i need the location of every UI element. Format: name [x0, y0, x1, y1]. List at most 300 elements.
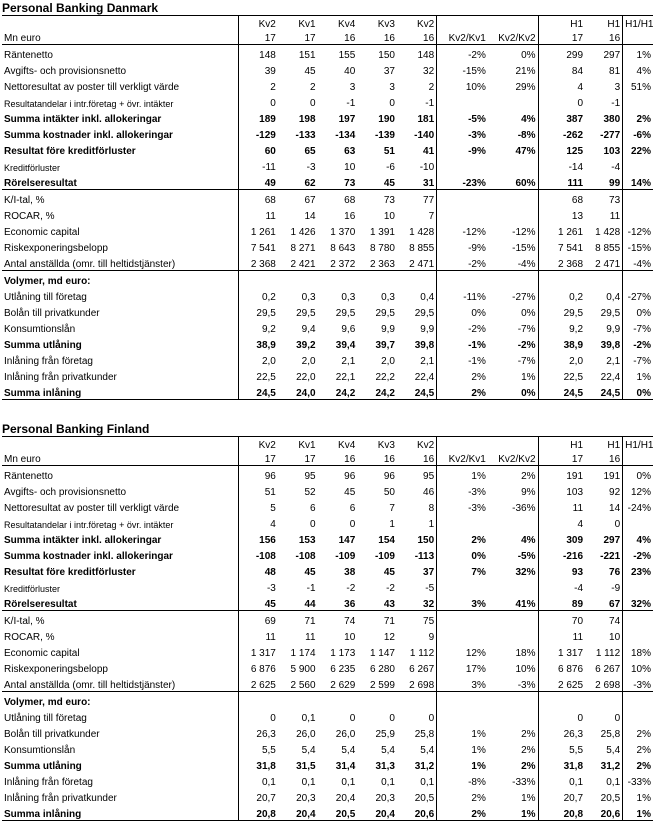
value-cell: 31,8	[238, 756, 278, 772]
value-cell: 45	[344, 487, 356, 498]
table-row	[2, 659, 653, 675]
change-cell: 12%	[623, 482, 653, 498]
row-label: K/I-tal, %	[2, 611, 238, 628]
value-cell: -4	[611, 162, 621, 173]
value-cell: 69	[238, 611, 278, 628]
value-cell: 45	[383, 178, 395, 189]
value-cell: 68	[318, 190, 358, 207]
spacer-cell	[538, 611, 546, 628]
change-cell: -1%	[437, 335, 488, 351]
value-cell: 191	[603, 471, 621, 482]
change-cell: 0%	[623, 466, 653, 483]
spacer-cell	[538, 482, 546, 498]
change-cell: -12%	[437, 222, 488, 238]
row-label: Summa utlåning	[4, 761, 82, 772]
header-cell: 17	[278, 30, 318, 45]
value-cell: 95	[304, 471, 316, 482]
value-cell: 24,5	[600, 388, 621, 399]
value-cell: 2	[428, 82, 435, 93]
value-cell: 62	[304, 178, 316, 189]
change-cell: 18%	[623, 643, 653, 659]
value-cell: -139	[374, 130, 395, 141]
value-cell: 45	[383, 567, 395, 578]
change-cell: 4%	[623, 530, 653, 546]
value-cell: 0	[349, 713, 356, 724]
table-row	[2, 254, 653, 271]
row-label: Economic capital	[4, 227, 80, 238]
value-cell: 37	[383, 66, 395, 77]
value-cell: -1	[346, 98, 356, 109]
change-cell: -8%	[437, 772, 488, 788]
spacer-cell	[538, 788, 546, 804]
value-cell: 20,4	[335, 793, 356, 804]
value-cell: 6 876	[238, 659, 278, 675]
value-cell: 7 541	[238, 238, 278, 254]
spacer-cell	[538, 367, 546, 383]
value-cell: 147	[338, 535, 356, 546]
header-cell: 16	[318, 451, 358, 466]
change-cell: -3%	[517, 680, 536, 691]
header-cell	[2, 16, 238, 31]
value-cell: -109	[335, 551, 356, 562]
value-cell: 20,3	[375, 793, 395, 804]
value-cell: 20,4	[375, 809, 395, 820]
header-cell: Kv2	[416, 440, 435, 451]
header-cell	[623, 451, 653, 466]
spacer-cell	[538, 77, 546, 93]
change-cell: -15%	[512, 243, 536, 254]
value-cell: 22,2	[375, 372, 395, 383]
value-cell: 22,1	[335, 372, 356, 383]
change-cell	[437, 271, 488, 288]
change-cell: 2%	[623, 756, 653, 772]
change-cell	[437, 206, 488, 222]
row-label: Summa kostnader inkl. allokeringar	[4, 130, 173, 141]
value-cell: 2,1	[606, 356, 621, 367]
value-cell: 0,4	[420, 292, 435, 303]
value-cell: -108	[295, 551, 316, 562]
change-cell: -33%	[512, 777, 536, 788]
change-cell: 14%	[623, 173, 653, 190]
value-cell: 10	[383, 211, 395, 222]
table-row	[2, 466, 653, 483]
value-cell: 0,4	[606, 292, 621, 303]
value-cell: 153	[298, 535, 316, 546]
value-cell: 0,1	[341, 777, 356, 788]
financial-table	[2, 436, 653, 821]
value-cell: 2 421	[290, 259, 316, 270]
value-cell	[278, 692, 318, 709]
table-row	[2, 141, 653, 157]
value-cell: 92	[609, 487, 621, 498]
table-row	[2, 77, 653, 93]
table-row	[2, 482, 653, 498]
value-cell: 2 368	[558, 259, 584, 270]
value-cell: 0	[428, 713, 435, 724]
spacer-cell	[538, 466, 546, 483]
table-row	[2, 611, 653, 628]
value-cell: 0	[349, 519, 356, 530]
value-cell: 0	[238, 93, 278, 109]
value-cell: 51	[383, 146, 395, 157]
value-cell: -216	[563, 551, 584, 562]
change-cell: 23%	[623, 562, 653, 578]
header-cell	[437, 16, 488, 31]
change-cell: 2%	[623, 109, 653, 125]
table-row	[2, 238, 653, 254]
change-cell: -1%	[437, 351, 488, 367]
table-row	[2, 594, 653, 611]
change-cell: -2%	[623, 335, 653, 351]
value-cell: 9,6	[341, 324, 356, 335]
change-cell	[488, 692, 538, 709]
change-cell: 7%	[437, 562, 488, 578]
value-cell: -133	[295, 130, 316, 141]
value-cell: 5,4	[381, 745, 395, 756]
header-cell: Kv3	[377, 19, 395, 30]
header-cell: 17	[546, 451, 585, 466]
value-cell: 89	[571, 599, 584, 610]
header-cell: 16	[585, 30, 623, 45]
header-cell: 17	[238, 451, 278, 466]
spacer-cell	[538, 125, 546, 141]
value-cell: 29,5	[414, 308, 435, 319]
value-cell: 73	[344, 178, 356, 189]
value-cell: 46	[423, 487, 435, 498]
value-cell	[238, 692, 278, 709]
value-cell: 0,1	[301, 777, 316, 788]
value-cell: 41	[423, 146, 435, 157]
change-cell: -27%	[512, 292, 536, 303]
value-cell: 22,5	[238, 367, 278, 383]
change-cell	[488, 514, 538, 530]
section-title: Personal Banking Finland	[2, 422, 150, 436]
value-cell: 1 428	[409, 227, 435, 238]
value-cell: 8 780	[369, 243, 395, 254]
value-cell: 6 876	[558, 664, 584, 675]
value-cell: -9	[611, 583, 621, 594]
value-cell: 31,4	[335, 761, 356, 772]
value-cell	[357, 271, 397, 288]
value-cell: 3	[389, 82, 395, 93]
value-cell: 7	[428, 211, 435, 222]
change-cell	[623, 271, 653, 288]
row-label: Summa intäkter inkl. allokeringar	[4, 114, 162, 125]
change-cell: -36%	[512, 503, 536, 514]
value-cell: 1 261	[558, 227, 584, 238]
section-personal-banking-danmark	[2, 1, 653, 400]
spacer-cell	[538, 16, 546, 31]
value-cell: 12	[383, 632, 395, 643]
change-cell	[623, 578, 653, 594]
change-cell: 22%	[623, 141, 653, 157]
change-cell: -8%	[517, 130, 536, 141]
spacer-cell	[538, 206, 546, 222]
value-cell: 9,9	[420, 324, 435, 335]
change-cell	[623, 611, 653, 628]
table-row	[2, 675, 653, 692]
row-label: Kreditförluster	[4, 584, 61, 594]
change-cell	[488, 708, 538, 724]
change-cell: 21%	[515, 66, 536, 77]
spacer-cell	[538, 675, 546, 692]
value-cell: 1 370	[330, 227, 356, 238]
value-cell: -277	[600, 130, 621, 141]
spacer-cell	[538, 351, 546, 367]
value-cell: -1	[611, 98, 621, 109]
spacer-cell	[538, 287, 546, 303]
value-cell: 24,0	[296, 388, 316, 399]
value-cell: 75	[397, 611, 437, 628]
change-cell	[488, 206, 538, 222]
value-cell: -2	[386, 583, 395, 594]
value-cell: 5,4	[301, 745, 316, 756]
value-cell: 11	[609, 211, 621, 222]
value-cell: 8 855	[409, 243, 435, 254]
value-cell: 5	[238, 498, 278, 514]
spacer-cell	[538, 93, 546, 109]
change-cell: -2%	[437, 45, 488, 62]
table-body	[2, 437, 653, 821]
value-cell: 29,5	[563, 308, 584, 319]
value-cell: 45	[238, 594, 278, 611]
value-cell: 5,4	[606, 745, 621, 756]
change-cell: 32%	[623, 594, 653, 611]
change-cell: -3%	[437, 498, 488, 514]
value-cell: 52	[304, 487, 316, 498]
spacer-cell	[538, 530, 546, 546]
value-cell: 8 271	[290, 243, 316, 254]
header-cell	[437, 437, 488, 452]
value-cell: 6	[349, 503, 356, 514]
value-cell: 29,5	[375, 308, 395, 319]
value-cell: 309	[566, 535, 584, 546]
spacer-cell	[538, 190, 546, 207]
value-cell: 2,0	[569, 356, 584, 367]
header-row-period	[2, 437, 653, 452]
value-cell: 387	[566, 114, 584, 125]
header-cell: Kv4	[338, 19, 356, 30]
value-cell	[585, 692, 623, 709]
value-cell: 43	[383, 599, 395, 610]
value-cell: 73	[585, 190, 623, 207]
value-cell: 10	[609, 632, 621, 643]
value-cell: 103	[603, 146, 621, 157]
value-cell: 1 147	[369, 648, 395, 659]
value-cell: 48	[238, 562, 278, 578]
spacer-cell	[538, 45, 546, 62]
value-cell: 4	[577, 519, 584, 530]
value-cell: 151	[298, 50, 316, 61]
change-cell: 10%	[623, 659, 653, 675]
header-cell: Kv4	[338, 440, 356, 451]
value-cell: 9,9	[381, 324, 395, 335]
value-cell: 0,1	[301, 713, 316, 724]
spacer-cell	[538, 141, 546, 157]
spacer-cell	[538, 546, 546, 562]
value-cell: -1	[306, 583, 316, 594]
value-cell: 150	[378, 50, 395, 61]
header-cell: Mn euro	[2, 451, 238, 466]
value-cell: 39,7	[375, 340, 395, 351]
value-cell: 0,3	[301, 292, 316, 303]
row-label: Utlåning till företag	[4, 713, 87, 724]
value-cell: 2,0	[301, 356, 316, 367]
change-cell: -5%	[517, 551, 536, 562]
table-row	[2, 351, 653, 367]
value-cell: 29,5	[335, 308, 356, 319]
value-cell: 2 471	[409, 259, 435, 270]
row-label: Summa intäkter inkl. allokeringar	[4, 535, 162, 546]
table-row	[2, 125, 653, 141]
value-cell: 5,4	[341, 745, 356, 756]
value-cell: 0,3	[381, 292, 395, 303]
change-cell: 1%	[521, 809, 536, 820]
value-cell: 2 372	[330, 259, 356, 270]
change-cell: 1%	[623, 788, 653, 804]
change-cell: 10%	[515, 664, 536, 675]
value-cell: -1	[425, 98, 435, 109]
header-cell: Kv2/Kv1	[437, 30, 488, 45]
change-cell: 1%	[437, 466, 488, 483]
value-cell: 22,4	[600, 372, 621, 383]
header-row-year	[2, 451, 653, 466]
value-cell: 29,5	[600, 308, 621, 319]
value-cell: 39,8	[600, 340, 621, 351]
value-cell: 50	[383, 487, 395, 498]
change-cell	[488, 190, 538, 207]
value-cell: 2,1	[420, 356, 435, 367]
header-cell	[488, 437, 538, 452]
header-cell: 16	[397, 451, 437, 466]
value-cell: 0,3	[341, 292, 356, 303]
spacer-cell	[538, 335, 546, 351]
value-cell: 2 368	[238, 254, 278, 271]
change-cell: 2%	[521, 471, 536, 482]
value-cell: 0	[614, 519, 621, 530]
value-cell: 31	[423, 178, 435, 189]
value-cell: 24,2	[335, 388, 356, 399]
table-row	[2, 708, 653, 724]
change-cell: -12%	[512, 227, 536, 238]
table-row	[2, 546, 653, 562]
value-cell: 6 235	[330, 664, 356, 675]
change-cell: -5%	[437, 109, 488, 125]
change-cell: 0%	[521, 50, 536, 61]
value-cell: 20,7	[563, 793, 584, 804]
value-cell: 148	[238, 45, 278, 62]
spacer-cell	[538, 708, 546, 724]
value-cell: 2,0	[238, 351, 278, 367]
change-cell	[437, 708, 488, 724]
spacer-cell	[538, 319, 546, 335]
change-cell: 4%	[521, 114, 536, 125]
change-cell: 1%	[521, 793, 536, 804]
value-cell: 0	[310, 519, 316, 530]
change-cell: 12%	[437, 643, 488, 659]
header-cell: Mn euro	[2, 30, 238, 45]
row-label: Resultat före kreditförluster	[4, 146, 136, 157]
value-cell: 36	[344, 599, 356, 610]
value-cell: 0,1	[420, 777, 435, 788]
change-cell: -2%	[437, 319, 488, 335]
value-cell: 0	[238, 708, 278, 724]
value-cell: 5,5	[569, 745, 584, 756]
value-cell: 6 267	[409, 664, 435, 675]
spacer-cell	[538, 594, 546, 611]
value-cell: 20,8	[238, 804, 278, 821]
value-cell: 150	[417, 535, 435, 546]
value-cell: 155	[338, 50, 356, 61]
value-cell	[318, 692, 358, 709]
change-cell	[623, 93, 653, 109]
value-cell: -221	[600, 551, 621, 562]
value-cell: 9,2	[569, 324, 584, 335]
row-label: Resultatandelar i intr.företag + övr. intäkter	[4, 520, 174, 530]
value-cell: 0,1	[381, 777, 395, 788]
table-row	[2, 530, 653, 546]
row-label: Antal anställda (omr. till heltidstjänster)	[4, 259, 176, 270]
spacer-cell	[538, 303, 546, 319]
value-cell: 5,4	[420, 745, 435, 756]
change-cell: 3%	[437, 675, 488, 692]
value-cell: 31,8	[563, 761, 584, 772]
change-cell: -3%	[437, 125, 488, 141]
value-cell: -5	[425, 583, 435, 594]
row-label: Räntenetto	[4, 471, 53, 482]
table-row	[2, 740, 653, 756]
row-label: Summa utlåning	[4, 340, 82, 351]
change-cell: 0%	[437, 546, 488, 562]
change-cell: 1%	[623, 367, 653, 383]
change-cell: -9%	[437, 141, 488, 157]
spacer-cell	[538, 804, 546, 821]
value-cell: 2 698	[409, 680, 435, 691]
row-label: Economic capital	[4, 648, 80, 659]
value-cell: 22,0	[296, 372, 316, 383]
value-cell: 70	[546, 611, 585, 628]
value-cell: 45	[304, 567, 316, 578]
spacer-cell	[538, 254, 546, 271]
value-cell: 26,0	[296, 729, 316, 740]
table-row	[2, 788, 653, 804]
row-label: Inlåning från privatkunder	[4, 793, 117, 804]
change-cell: -23%	[437, 173, 488, 190]
row-label: Avgifts- och provisionsnetto	[4, 487, 127, 498]
change-cell: 2%	[437, 367, 488, 383]
value-cell: 4	[577, 82, 584, 93]
value-cell: 32	[423, 66, 435, 77]
header-cell: 17	[238, 30, 278, 45]
spacer-cell	[538, 451, 546, 466]
value-cell: 154	[378, 535, 395, 546]
value-cell: 2 625	[238, 675, 278, 692]
value-cell: -129	[238, 125, 278, 141]
table-row	[2, 367, 653, 383]
table-row	[2, 157, 653, 173]
header-cell: Kv2	[416, 19, 435, 30]
spacer-cell	[538, 498, 546, 514]
change-cell	[623, 708, 653, 724]
row-label: Summa inlåning	[4, 388, 82, 399]
value-cell: 96	[383, 471, 395, 482]
change-cell	[623, 514, 653, 530]
header-cell: Kv2/Kv2	[488, 451, 538, 466]
change-cell: 0%	[623, 303, 653, 319]
table-row	[2, 319, 653, 335]
value-cell: 71	[357, 611, 397, 628]
change-cell: 17%	[437, 659, 488, 675]
